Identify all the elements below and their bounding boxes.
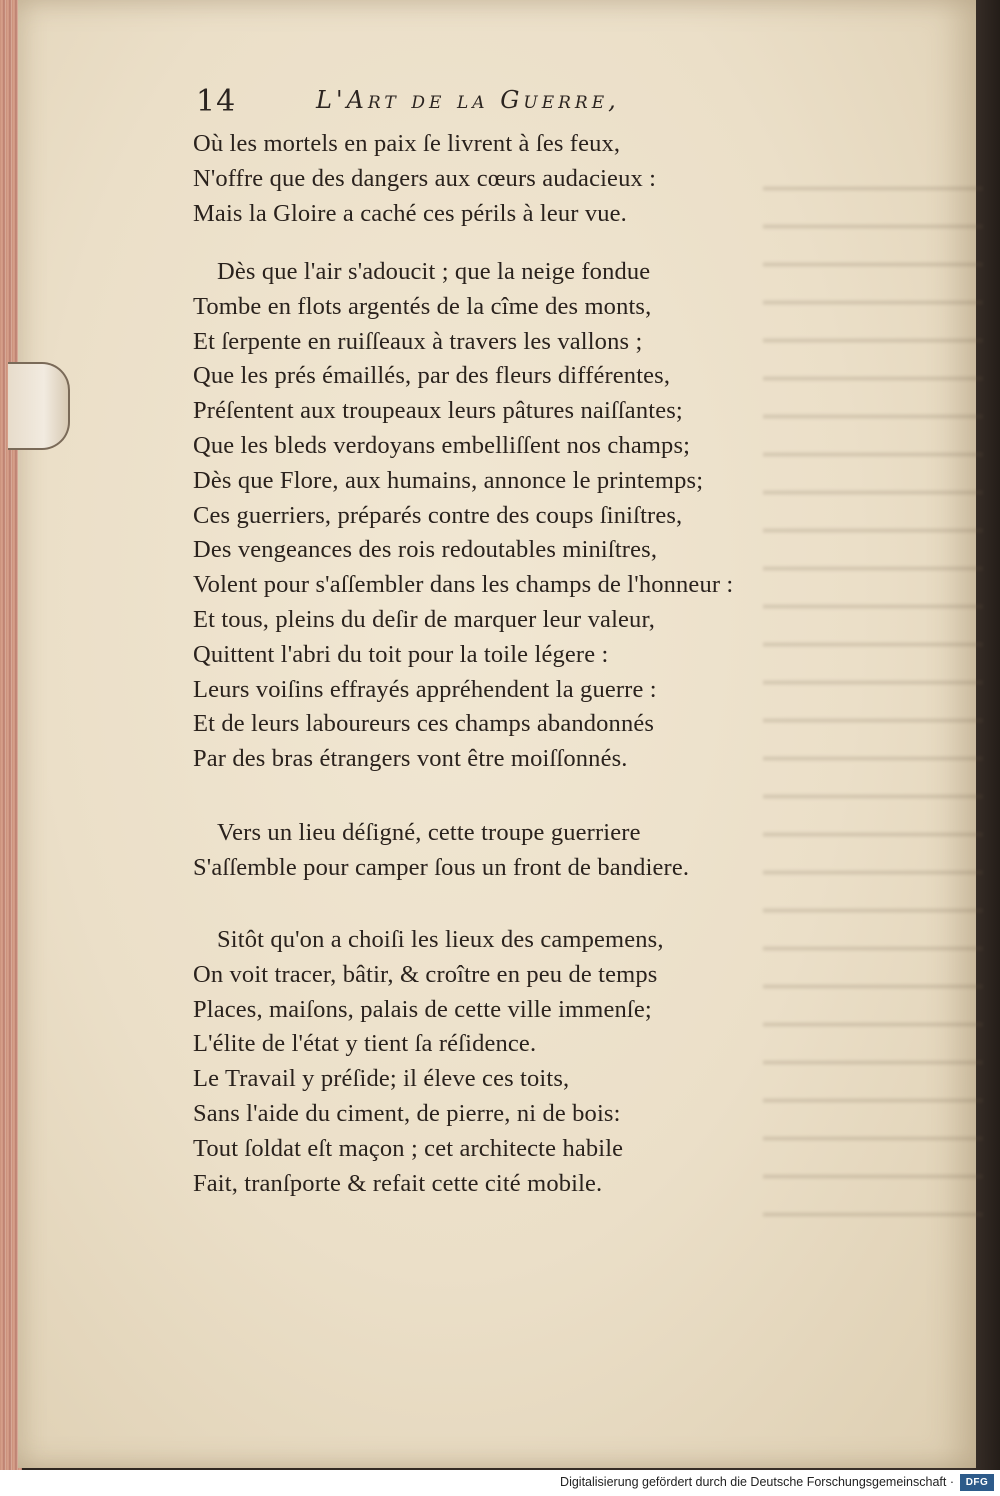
verse-line: Où les mortels en paix ſe livrent à ſes feux, <box>193 130 621 157</box>
funding-credit: Digitalisierung gefördert durch die Deutsche Forschungsgemeinschaft · <box>560 1475 954 1489</box>
stanza-3 <box>193 816 833 886</box>
verse-line: Le Travail y préſide; il éleve ces toits, <box>193 1065 570 1093</box>
verse-line: Que les prés émaillés, par des fleurs différentes, <box>193 362 671 390</box>
running-title: L'Art de la Guerre, <box>316 86 620 114</box>
verse-line: Par des bras étrangers vont être moiſſonnés. <box>193 745 628 773</box>
verse-line: Préſentent aux troupeaux leurs pâtures naiſſantes; <box>193 397 683 425</box>
footer-bar <box>0 1470 1000 1496</box>
verse-line: S'aſſemble pour camper ſous un front de bandiere. <box>193 853 690 881</box>
verse-line: Fait, tranſporte & refait cette cité mobile. <box>193 1169 603 1197</box>
dfg-logo: DFG <box>960 1474 994 1491</box>
verse-line: L'élite de l'état y tient ſa réſidence. <box>193 1030 537 1058</box>
verse-line: Et ſerpente en ruiſſeaux à travers les vallons ; <box>193 327 643 355</box>
verse-line: Sitôt qu'on a choiſi les lieux des campemens, <box>217 926 664 953</box>
verse-line: Tout ſoldat eſt maçon ; cet architecte habile <box>193 1134 624 1162</box>
verse-line: On voit tracer, bâtir, & croître en peu de temps <box>193 960 658 988</box>
stanza-2 <box>193 255 833 777</box>
verse-line: Des vengeances des rois redoutables miniſtres, <box>193 536 658 564</box>
running-head <box>196 84 736 124</box>
stanza-1 <box>193 127 833 231</box>
verse-line: Que les bleds verdoyans embelliſſent nos champs; <box>193 431 691 459</box>
verse-line: Et de leurs laboureurs ces champs abandonnés <box>193 710 655 738</box>
verse-line: Mais la Gloire a caché ces périls à leur vue. <box>193 199 627 227</box>
stanza-4 <box>193 923 833 1201</box>
verse-line: Ces guerriers, préparés contre des coups ſiniſtres, <box>193 501 683 529</box>
verse-line: Vers un lieu déſigné, cette troupe guerriere <box>217 819 641 846</box>
verse-line: Volent pour s'aſſembler dans les champs de l'honneur : <box>193 571 734 599</box>
verse-line: Places, maiſons, palais de cette ville immenſe; <box>193 995 652 1023</box>
verse-line: N'offre que des dangers aux cœurs audacieux : <box>193 164 657 192</box>
verse-line: Sans l'aide du ciment, de pierre, ni de bois: <box>193 1099 621 1127</box>
verse-line: Et tous, pleins du deſir de marquer leur valeur, <box>193 605 656 633</box>
verse-line: Quittent l'abri du toit pour la toile légere : <box>193 640 609 668</box>
page-number: 14 <box>196 84 237 119</box>
verse-line: Tombe en flots argentés de la cîme des monts, <box>193 292 652 320</box>
verse-line: Leurs voiſins effrayés appréhendent la guerre : <box>193 675 657 703</box>
bookmark-clip <box>8 362 70 450</box>
verse-line: Dès que l'air s'adoucit ; que la neige fondue <box>217 258 651 285</box>
verse-line: Dès que Flore, aux humains, annonce le printemps; <box>193 466 704 494</box>
